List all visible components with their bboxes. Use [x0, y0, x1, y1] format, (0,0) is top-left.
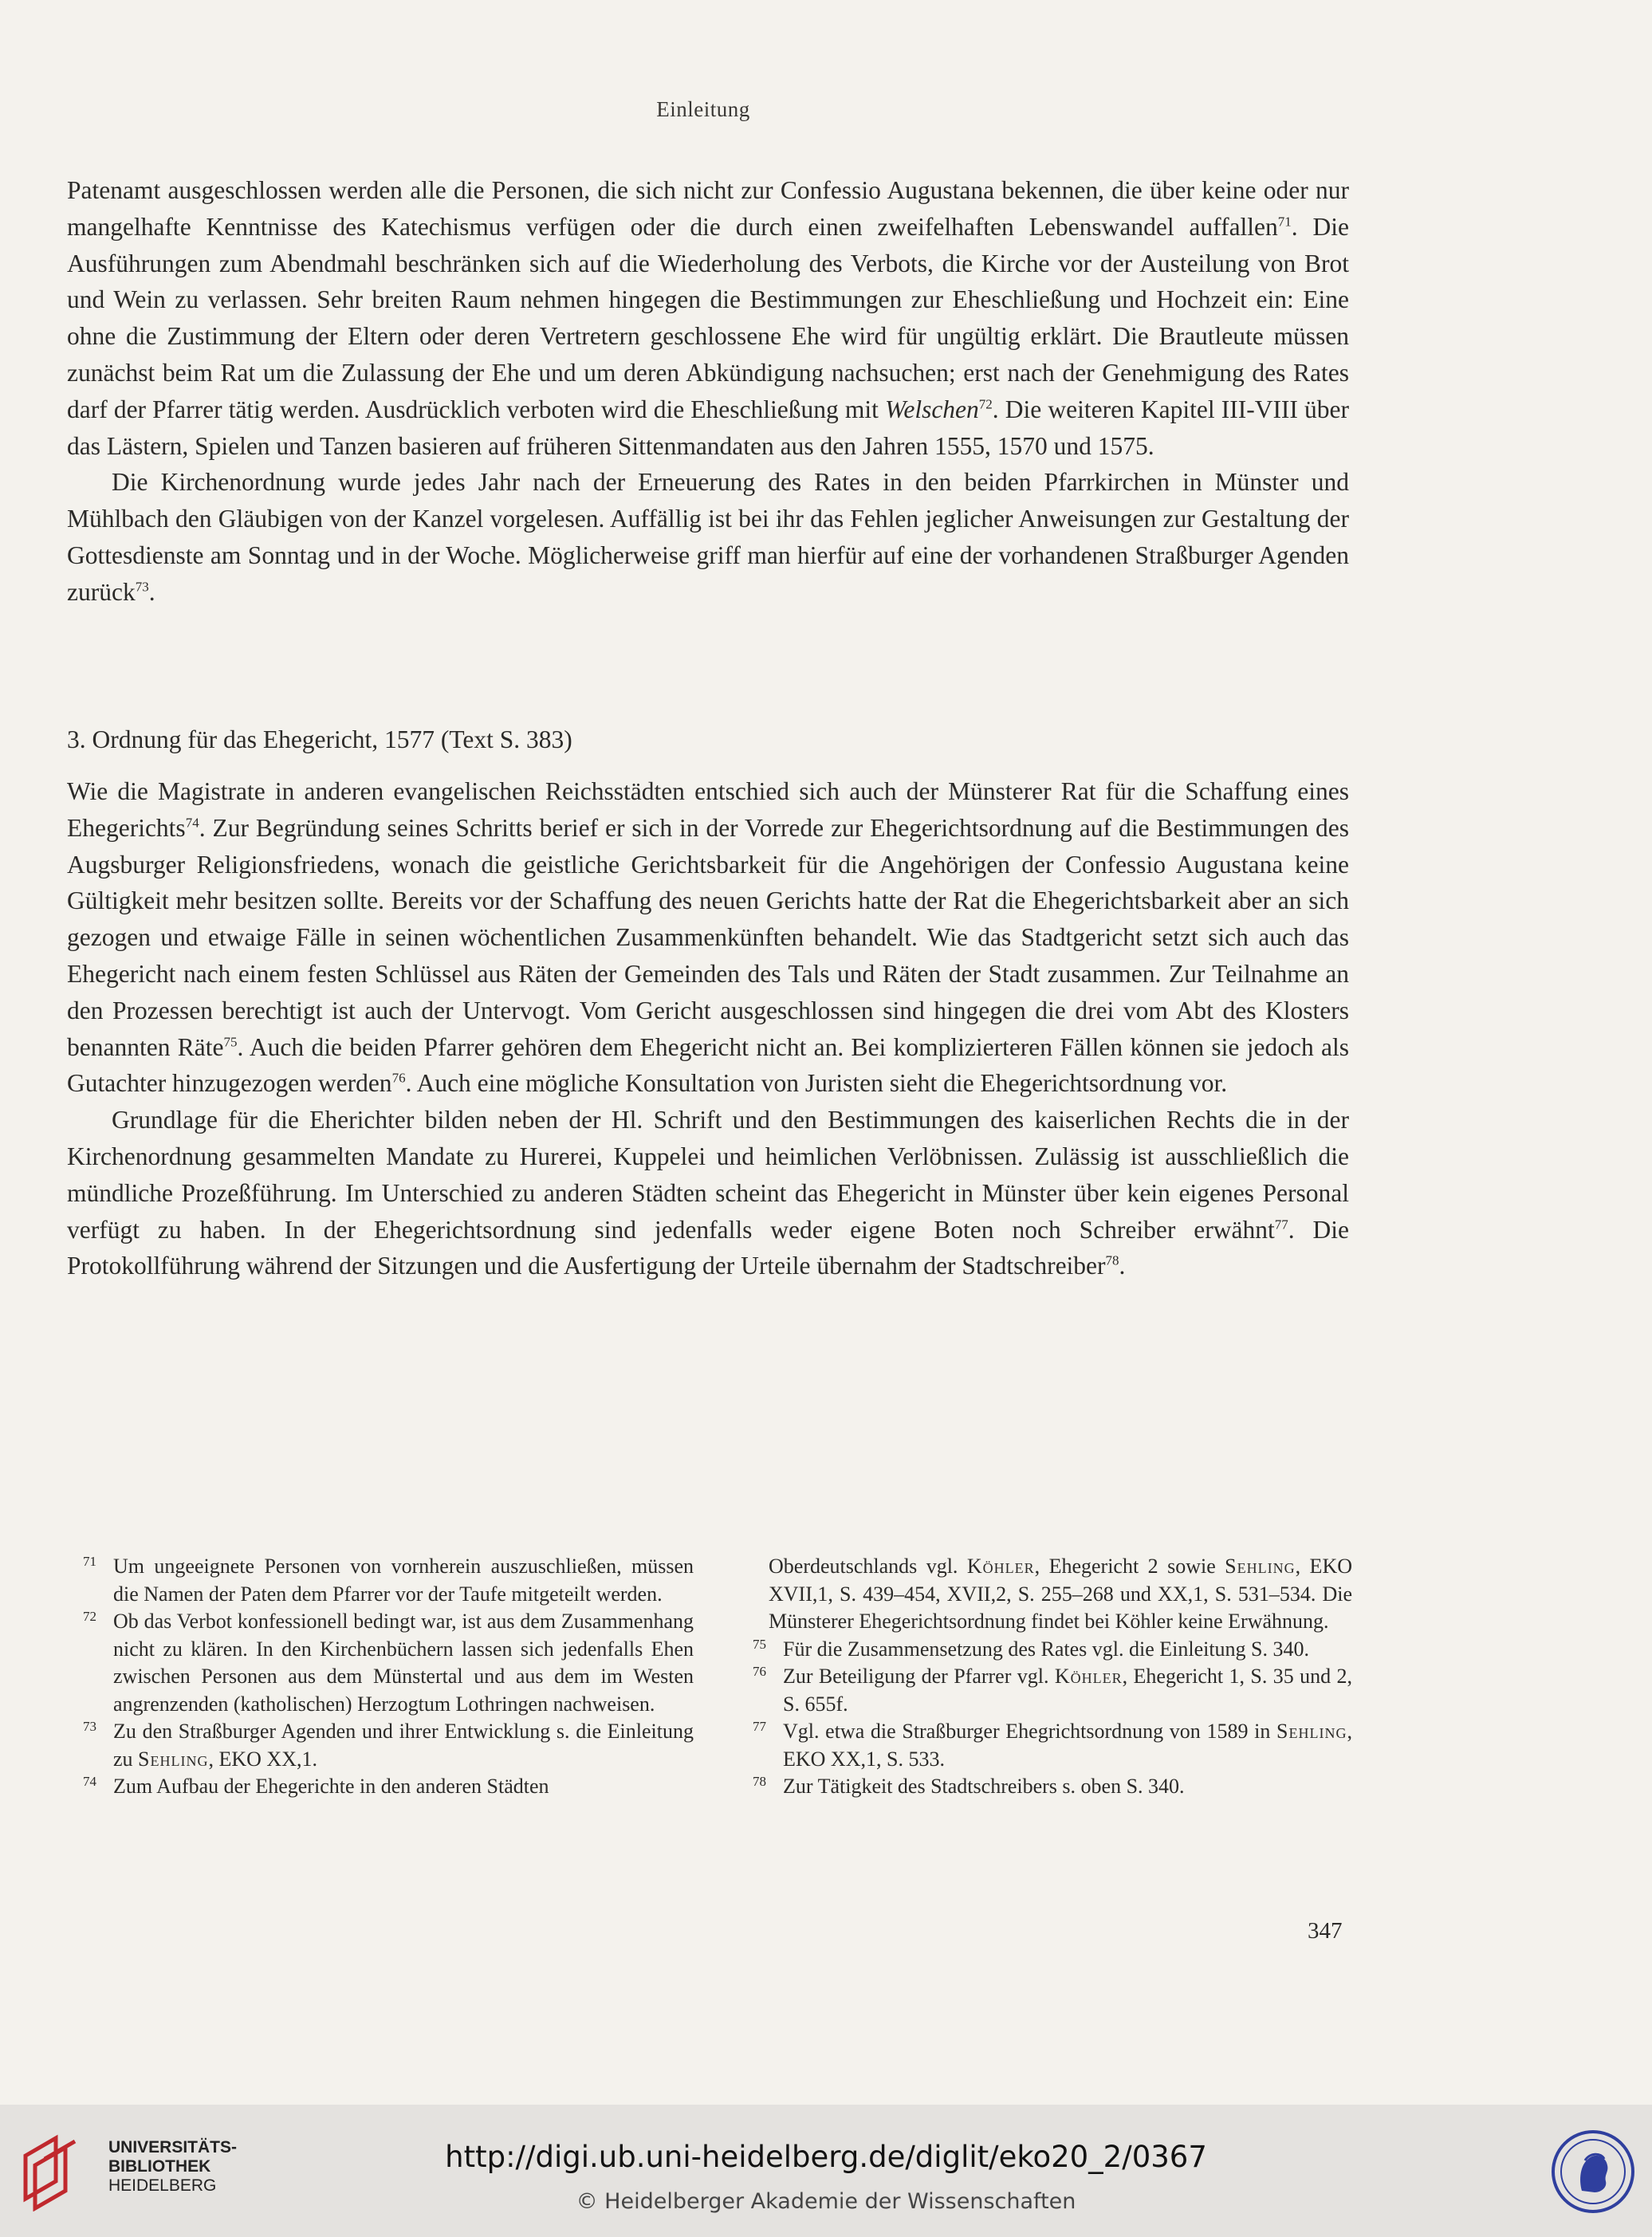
footnote-ref[interactable]: 71	[1277, 214, 1292, 230]
footnote-ref[interactable]: 73	[135, 579, 149, 595]
footnote-75: 75 Für die Zusammensetzung des Rates vgl. die Einleitung S. 340.	[753, 1636, 1310, 1661]
footnote-78: 78 Zur Tätigkeit des Stadtschreibers s. oben S. 340.	[753, 1774, 1185, 1798]
paragraph-4: Grundlage für die Eherichter bilden neben der Hl. Schrift und den Bestimmungen des kaiserlichen Rechts die in der Kirchenordnung gesammelten Mandate zu Hurerei, Kuppelei und heimlichen Verlöbnissen. Zulässig ist ausschließlich die mündliche Prozeßführung. Im Unterschied zu anderen Städten scheint das Ehegericht in Münster über kein eigenes Personal verfügt zu haben. In der Ehegerichtsordnung sind jedenfalls weder eigene Boten noch Schreiber erwähnt$^{77}$. Die Protokollführung während der Sitzungen und die Ausfertigung der Urteile übernahm der Stadtschreiber$^{78}$.	[67, 1106, 1349, 1280]
page-number: 347	[1308, 1918, 1343, 1944]
footnote-72: 72 Ob das Verbot konfessionell bedingt war, ist aus dem Zusammenhang nicht zu klären. In den Kirchenbüchern lassen sich jedenfalls Ehen zwischen Personen aus dem Münstertal und aus dem im Westen angrenzenden (katholischen) Herzogtum Lothringen nachweisen.	[83, 1609, 694, 1716]
paragraph-2: Die Kirchenordnung wurde jedes Jahr nach der Erneuerung des Rates in den beiden Pfarrkirchen in Münster und Mühlbach den Gläubigen von der Kanzel vorgelesen. Auffällig ist bei ihr das Fehlen jeglicher Anweisungen zur Gestaltung der Gottesdienste am Sonntag und in der Woche. Möglicherweise griff man hierfür auf eine der vorhandenen Straßburger Agenden zurück$^{73}$.	[67, 468, 1349, 606]
footnote-74-continued: Oberdeutschlands vgl. Köhler, Ehegericht 2 sowie Sehling, EKO XVII,1, S. 439–454, XVII,2, S. 255–268 und XX,1, S. 531–534. Die Münsterer Ehegerichtsordnung findet bei Köhler keine Erwähnung.	[769, 1555, 1352, 1633]
body-block-1	[67, 172, 1349, 611]
footnote-ref[interactable]: 78	[1105, 1252, 1119, 1268]
footnotes-right-column	[753, 1553, 1352, 1801]
copyright-notice: © Heidelberger Akademie der Wissenschaften	[576, 2189, 1076, 2214]
footnotes-left-column	[83, 1553, 694, 1801]
permalink-url[interactable]: http://digi.ub.uni-heidelberg.de/diglit/eko20_2/0367	[445, 2140, 1207, 2174]
running-head: Einleitung	[656, 97, 750, 121]
footnote-ref[interactable]: 74	[185, 815, 199, 831]
footnote-ref[interactable]: 75	[223, 1034, 238, 1050]
body-block-2	[67, 773, 1349, 1284]
footnote-74: 74 Zum Aufbau der Ehegerichte in den anderen Städten	[83, 1774, 549, 1798]
section-heading: 3. Ordnung für das Ehegericht, 1577 (Text S. 383)	[67, 725, 572, 753]
viewer-footer	[0, 2105, 1652, 2237]
library-name: UNIVERSITÄTS- BIBLIOTHEK HEIDELBERG	[108, 2138, 238, 2195]
paragraph-1: Patenamt ausgeschlossen werden alle die Personen, die sich nicht zur Confessio Augustana bekennen, die über keine oder nur mangelhafte Kenntnisse des Katechismus verfügen oder die durch einen zweifelhaften Lebenswandel auffallen$^{71}$. Die Ausführungen zum Abendmahl beschränken sich auf die Wiederholung des Verbots, die Kirche vor der Austeilung von Brot und Wein zu verlassen. Sehr breiten Raum nehmen hingegen die Bestimmungen zur Eheschließung und Hochzeit ein: Eine ohne die Zustimmung der Eltern oder deren Vertretern geschlossene Ehe wird für ungültig erklärt. Die Brautleute müssen zunächst beim Rat um die Zulassung der Ehe und um deren Abkündigung nachsuchen; erst nach der Genehmigung des Rates darf der Pfarrer tätig werden. Ausdrücklich verboten wird die Eheschließung mit Welschen$^{72}$. Die weiteren Kapitel III-VIII über das Lästern, Spielen und Tanzen basieren auf früheren Sittenmandaten aus den Jahren 1555, 1570 und 1575.	[67, 176, 1349, 460]
footnote-ref[interactable]: 76	[391, 1070, 406, 1086]
paragraph-3: Wie die Magistrate in anderen evangelischen Reichsstädten entschied sich auch der Münsterer Rat für die Schaffung eines Ehegerichts$^{74}$. Zur Begründung seines Schritts berief er sich in der Vorrede zur Ehegerichtsordnung auf die Bestimmungen des Augsburger Religionsfriedens, wonach die geistliche Gerichtsbarkeit für die Angehörigen der Confessio Augustana keine Gültigkeit mehr besitzen sollte. Bereits vor der Schaffung des neuen Gerichts hatte der Rat die Ehegerichtsbarkeit aber an sich gezogen und etwaige Fälle in seinen wöchentlichen Zusammenkünften behandelt. Wie das Stadtgericht setzt sich auch das Ehegericht nach einem festen Schlüssel aus Räten der Gemeinden des Tals und Räten der Stadt zusammen. Zur Teilnahme an den Prozessen berechtigt ist auch der Untervogt. Vom Gericht ausgeschlossen sind hingegen die drei vom Abt des Klosters benannten Räte$^{75}$. Auch die beiden Pfarrer gehören dem Ehegericht nicht an. Bei komplizierteren Fällen können sie jedoch als Gutachter hinzugezogen werden$^{76}$. Auch eine mögliche Konsultation von Juristen sieht die Ehegerichtsordnung vor.	[67, 777, 1349, 1098]
footnote-ref[interactable]: 72	[978, 396, 993, 412]
footnote-77: 77 Vgl. etwa die Straßburger Ehegrichtsordnung von 1589 in Sehling, EKO XX,1, S. 533.	[753, 1719, 1352, 1771]
footnote-73: 73 Zu den Straßburger Agenden und ihrer Entwicklung s. die Einleitung zu Sehling, EKO XX,1.	[83, 1719, 694, 1771]
footnote-71: 71 Um ungeeignete Personen von vornherein auszuschließen, müssen die Namen der Paten dem Pfarrer vor der Taufe mitgeteilt werden.	[83, 1554, 694, 1606]
footnote-ref[interactable]: 77	[1274, 1217, 1288, 1233]
footnote-76: 76 Zur Beteiligung der Pfarrer vgl. Köhler, Ehegericht 1, S. 35 und 2, S. 655f.	[753, 1664, 1352, 1716]
academy-seal-icon[interactable]	[1550, 2129, 1636, 2215]
